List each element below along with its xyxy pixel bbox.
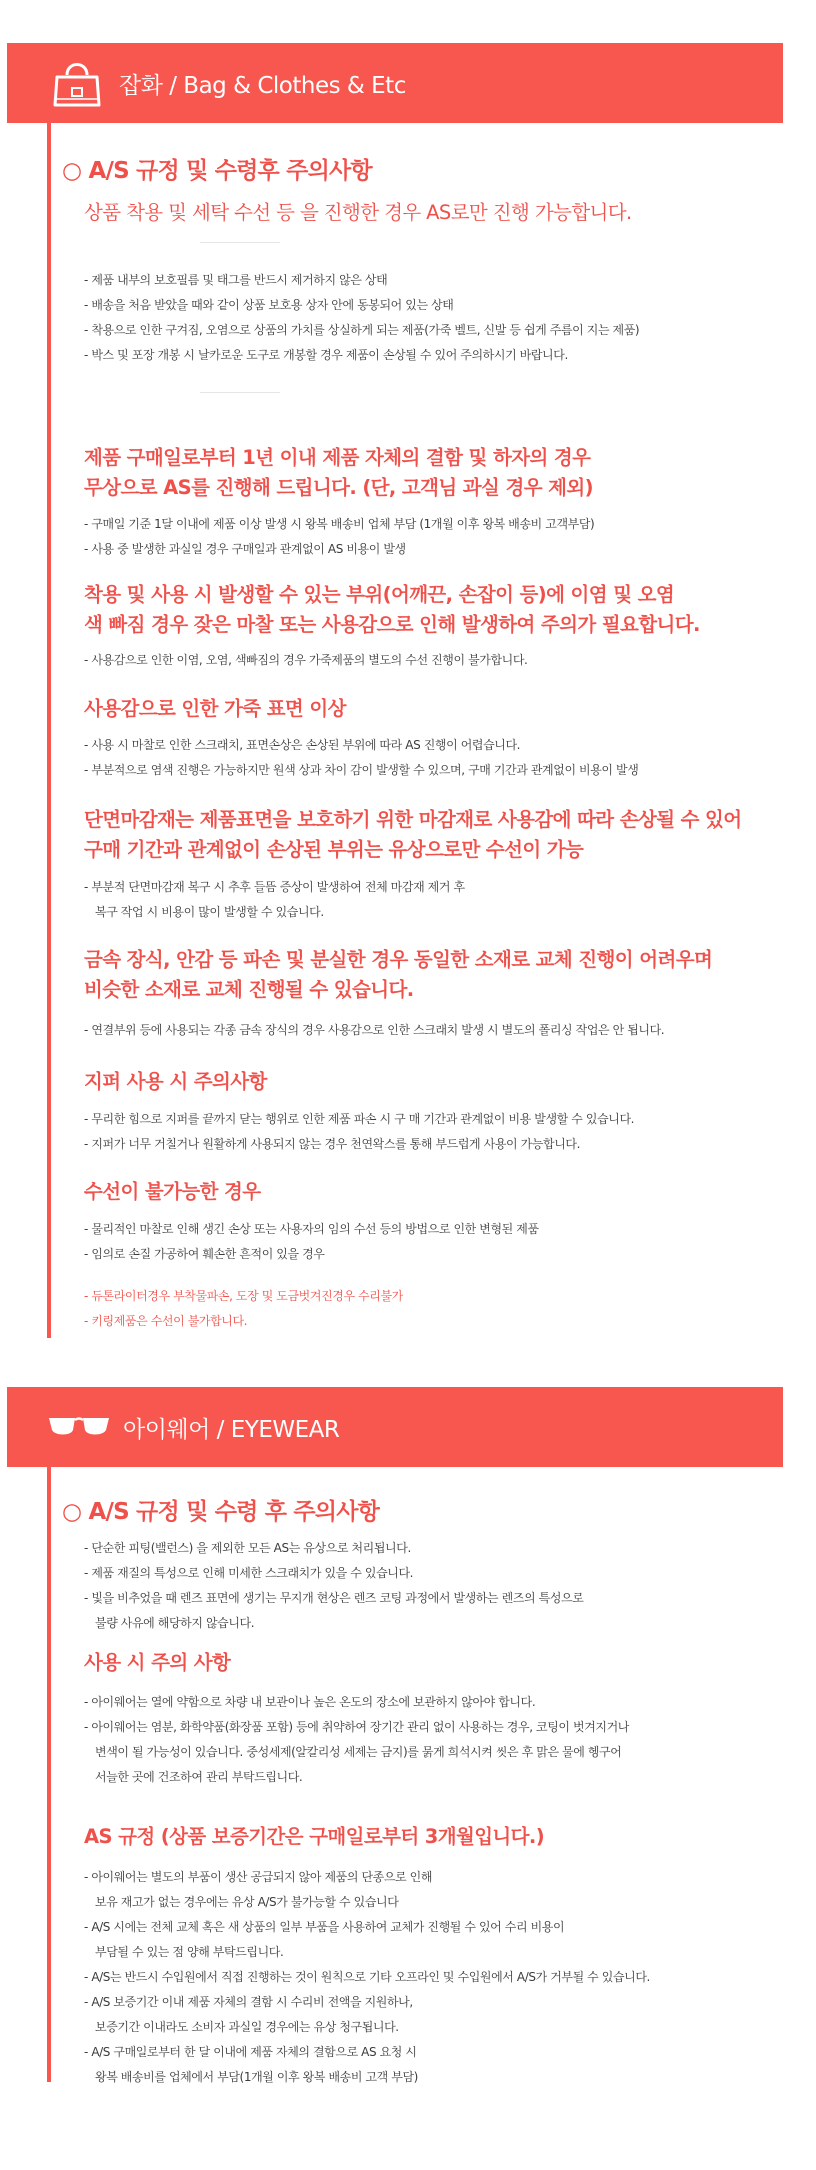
list-item: - 단순한 피팅(밸런스) 을 제외한 모든 AS는 유상으로 처리됩니다. xyxy=(84,1541,411,1555)
subheading: 상품 착용 및 세탁 수선 등 을 진행한 경우 AS로만 진행 가능합니다. xyxy=(84,201,632,224)
list-item: - 박스 및 포장 개봉 시 날카로운 도구로 개봉할 경우 제품이 손상될 수 있어 주의하시기 바랍니다. xyxy=(84,348,568,362)
subheading: 색 빠짐 경우 잦은 마찰 또는 사용감으로 인해 발생하여 주의가 필요합니다. xyxy=(84,613,700,636)
list-item-continuation: 복구 작업 시 비용이 많이 발생할 수 있습니다. xyxy=(95,905,324,919)
bullet-list xyxy=(84,1217,539,1267)
sunglasses-icon xyxy=(47,1412,111,1442)
list-item: - 아이웨어는 염분, 화학약품(화장품 포함) 등에 취약하여 장기간 관리 없이 사용하는 경우, 코팅이 벗겨지거나 xyxy=(84,1720,629,1734)
list-item-continuation: 보증기간 이내라도 소비자 과실일 경우에는 유상 청구됩니다. xyxy=(95,2020,399,2034)
divider xyxy=(200,392,280,393)
list-item: - 부분적 단면마감재 복구 시 추후 들뜸 증상이 발생하여 전체 마감재 제거 후 xyxy=(84,880,465,894)
list-item-continuation: 보유 재고가 없는 경우에는 유상 A/S가 불가능할 수 있습니다 xyxy=(95,1895,399,1909)
subheading: 착용 및 사용 시 발생할 수 있는 부위(어깨끈, 손잡이 등)에 이염 및 오염 xyxy=(84,583,675,606)
bullet-list xyxy=(84,1690,629,1790)
bullet-list xyxy=(84,875,465,925)
list-item: - A/S 시에는 전체 교체 혹은 새 상품의 일부 부품을 사용하여 교체가 진행될 수 있어 수리 비용이 xyxy=(84,1920,565,1934)
list-item-continuation: 불량 사유에 해당하지 않습니다. xyxy=(95,1616,255,1630)
bullet-list xyxy=(84,1865,650,2090)
list-item-continuation: 왕복 배송비를 업체에서 부담(1개월 이후 왕복 배송비 고객 부담) xyxy=(95,2070,418,2084)
list-item: - 사용 시 마찰로 인한 스크래치, 표면손상은 손상된 부위에 따라 AS 진행이 어렵습니다. xyxy=(84,738,521,752)
notice-item: - 키링제품은 수선이 불가합니다. xyxy=(84,1314,248,1328)
banner-title: 아이웨어 / EYEWEAR xyxy=(123,1416,340,1443)
handbag-icon xyxy=(47,53,107,113)
list-item: - 부분적으로 염색 진행은 가능하지만 원색 상과 차이 감이 발생할 수 있으며, 구매 기간과 관계없이 비용이 발생 xyxy=(84,763,639,777)
list-item-continuation: 부담될 수 있는 점 양해 부탁드립니다. xyxy=(95,1945,284,1959)
list-item: - 아이웨어는 별도의 부품이 생산 공급되지 않아 제품의 단종으로 인해 xyxy=(84,1870,433,1884)
list-item: - 구매일 기준 1달 이내에 제품 이상 발생 시 왕복 배송비 업체 부담 (1개월 이후 왕복 배송비 고객부담) xyxy=(84,517,595,531)
list-item-continuation: 변색이 될 가능성이 있습니다. 중성세제(알칼리성 세제는 금지)를 묽게 희석시켜 씻은 후 맑은 물에 헹구어 xyxy=(95,1745,622,1759)
section-rule xyxy=(47,123,51,1338)
banner-title: 잡화 / Bag & Clothes & Etc xyxy=(119,72,406,99)
list-item: - A/S는 반드시 수입원에서 직접 진행하는 것이 원칙으로 기타 오프라인 및 수입원에서 A/S가 거부될 수 있습니다. xyxy=(84,1970,650,1984)
list-item: - 사용감으로 인한 이염, 오염, 색빠짐의 경우 가죽제품의 별도의 수선 진행이 불가합니다. xyxy=(84,653,528,667)
main-heading: ○ A/S 규정 및 수령후 주의사항 xyxy=(62,158,372,184)
list-item: - 임의로 손질 가공하여 훼손한 흔적이 있을 경우 xyxy=(84,1247,325,1261)
list-item: - 제품 재질의 특성으로 인해 미세한 스크래치가 있을 수 있습니다. xyxy=(84,1566,414,1580)
subheading: 지퍼 사용 시 주의사항 xyxy=(84,1070,267,1093)
subheading: 제품 구매일로부터 1년 이내 제품 자체의 결함 및 하자의 경우 xyxy=(84,446,591,469)
bullet-list xyxy=(84,1536,583,1636)
bullet-list xyxy=(84,733,638,783)
subheading: 무상으로 AS를 진행해 드립니다. (단, 고객님 과실 경우 제외) xyxy=(84,476,593,499)
bullet-list xyxy=(84,512,594,562)
section-rule xyxy=(47,1467,51,2082)
subheading: 단면마감재는 제품표면을 보호하기 위한 마감재로 사용감에 따라 손상될 수 있어 xyxy=(84,808,742,831)
list-item: - 빛을 비추었을 때 렌즈 표면에 생기는 무지개 현상은 렌즈 코팅 과정에서 발생하는 렌즈의 특성으로 xyxy=(84,1591,584,1605)
notice-list xyxy=(84,1284,403,1334)
list-item: - 물리적인 마찰로 인해 생긴 손상 또는 사용자의 임의 수선 등의 방법으로 인한 변형된 제품 xyxy=(84,1222,539,1236)
main-heading: ○ A/S 규정 및 수령 후 주의사항 xyxy=(62,1499,380,1525)
subheading: 수선이 불가능한 경우 xyxy=(84,1180,261,1203)
bullet-list xyxy=(84,648,527,673)
eyewear-banner xyxy=(7,1387,783,1467)
list-item: - 사용 중 발생한 과실일 경우 구매일과 관계없이 AS 비용이 발생 xyxy=(84,542,406,556)
list-item: - A/S 보증기간 이내 제품 자체의 결함 시 수리비 전액을 지원하나, xyxy=(84,1995,413,2009)
list-item-continuation: 서늘한 곳에 건조하여 관리 부탁드립니다. xyxy=(95,1770,303,1784)
list-item: - 제품 내부의 보호필름 및 태그를 반드시 제거하지 않은 상태 xyxy=(84,273,388,287)
divider xyxy=(200,242,280,243)
bullet-list xyxy=(84,1107,634,1157)
subheading: 사용감으로 인한 가죽 표면 이상 xyxy=(84,697,346,720)
bullet-list xyxy=(84,268,639,368)
subheading: 비슷한 소재로 교체 진행될 수 있습니다. xyxy=(84,978,414,1001)
notice-item: - 듀톤라이터경우 부착물파손, 도장 및 도금벗겨진경우 수리불가 xyxy=(84,1289,403,1303)
list-item: - 무리한 힘으로 지퍼를 끝까지 닫는 행위로 인한 제품 파손 시 구 매 기간과 관계없이 비용 발생할 수 있습니다. xyxy=(84,1112,635,1126)
list-item: - A/S 구매일로부터 한 달 이내에 제품 자체의 결함으로 AS 요청 시 xyxy=(84,2045,417,2059)
list-item: - 지퍼가 너무 거칠거나 원활하게 사용되지 않는 경우 천연왁스를 통해 부드럽게 사용이 가능합니다. xyxy=(84,1137,581,1151)
bag-banner xyxy=(7,43,783,123)
subheading: 사용 시 주의 사항 xyxy=(84,1651,231,1674)
subheading: 금속 장식, 안감 등 파손 및 분실한 경우 동일한 소재로 교체 진행이 어려우며 xyxy=(84,948,713,971)
subheading: AS 규정 (상품 보증기간은 구매일로부터 3개월입니다.) xyxy=(84,1825,545,1848)
bullet-list xyxy=(84,1018,664,1043)
list-item: - 아이웨어는 열에 약함으로 차량 내 보관이나 높은 온도의 장소에 보관하지 않아야 합니다. xyxy=(84,1695,536,1709)
list-item: - 연결부위 등에 사용되는 각종 금속 장식의 경우 사용감으로 인한 스크래치 발생 시 별도의 폴리싱 작업은 안 됩니다. xyxy=(84,1023,665,1037)
list-item: - 착용으로 인한 구겨짐, 오염으로 상품의 가치를 상실하게 되는 제품(가죽 벨트, 신발 등 쉽게 주름이 지는 제품) xyxy=(84,323,640,337)
subheading: 구매 기간과 관계없이 손상된 부위는 유상으로만 수선이 가능 xyxy=(84,838,584,861)
list-item: - 배송을 처음 받았을 때와 같이 상품 보호용 상자 안에 동봉되어 있는 상태 xyxy=(84,298,454,312)
